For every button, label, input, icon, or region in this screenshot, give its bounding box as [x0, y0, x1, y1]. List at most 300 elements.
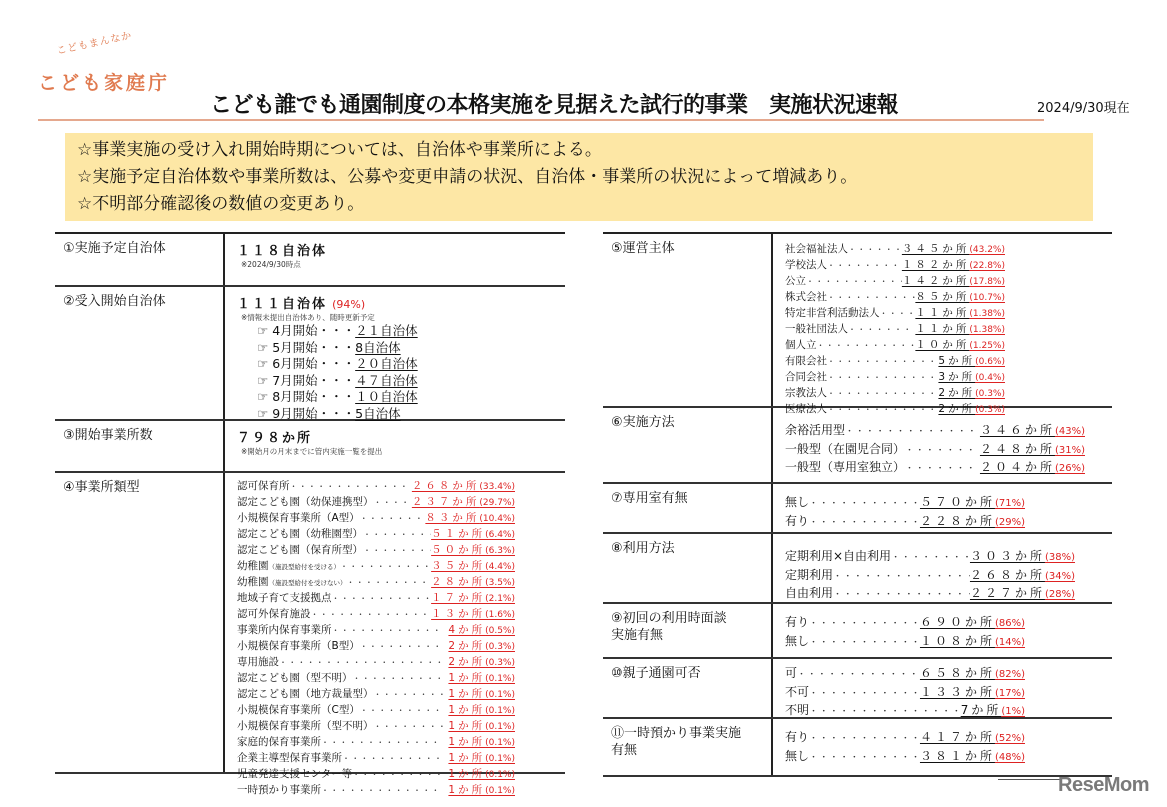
item-percent: (1.38%) — [969, 309, 1005, 319]
logo-tagline: こどもまんなか — [55, 30, 134, 57]
item-label: 医療法人 — [785, 403, 827, 415]
section-usage-method — [603, 534, 1112, 604]
item-value: ８５か所(10.7%) — [915, 291, 1005, 303]
item-label: 自由利用 — [785, 586, 834, 600]
leader-dots — [360, 511, 426, 526]
month-value: ２０自治体 — [355, 356, 418, 371]
notice-line: ☆事業実施の受け入れ開始時期については、自治体や事業所による。 — [77, 140, 602, 160]
list-item — [785, 614, 1025, 633]
section-started-municipalities — [55, 287, 565, 421]
item-value: １０か所(1.25%) — [915, 339, 1005, 351]
section-note: ※開始月の月末までに管内実施一覧を提出 — [241, 447, 383, 456]
leader-dots — [880, 306, 916, 321]
leader-dots — [352, 767, 443, 782]
item-percent: (82%) — [994, 669, 1025, 680]
list-item — [785, 548, 1075, 567]
section-body — [225, 421, 565, 471]
notice-box — [65, 133, 1093, 221]
item-value: 1か所(0.1%) — [448, 720, 515, 732]
section-body — [773, 408, 1112, 482]
leader-dots — [347, 575, 432, 590]
list-item — [785, 322, 1005, 338]
list-item — [237, 687, 515, 703]
leader-dots — [848, 242, 902, 257]
section-body — [773, 234, 1112, 415]
section-temporary-care — [603, 719, 1112, 777]
leader-dots — [360, 639, 443, 654]
item-percent: (0.1%) — [485, 754, 515, 764]
item-percent: (28%) — [1044, 589, 1075, 600]
item-value: ５０か所(6.3%) — [431, 544, 515, 556]
item-percent: (0.1%) — [485, 706, 515, 716]
item-percent: (52%) — [994, 733, 1025, 744]
item-value: 2か所(0.3%) — [938, 403, 1005, 415]
item-percent: (0.3%) — [975, 405, 1005, 415]
item-value: ３５か所(4.4%) — [431, 560, 515, 572]
section-label: ①実施予定自治体 — [55, 234, 225, 285]
list-item — [237, 639, 515, 655]
month-label: 9月開始・・・ — [272, 405, 356, 421]
month-item — [237, 373, 553, 390]
item-value: ２６８か所(33.4%) — [411, 480, 515, 492]
leader-dots — [809, 748, 920, 767]
item-value: ２２８か所(29%) — [919, 513, 1025, 528]
item-percent: (0.1%) — [485, 690, 515, 700]
item-label: 認定こども園（幼稚園型） — [237, 528, 363, 540]
item-label: 家庭的保育事業所 — [237, 736, 321, 748]
list-item — [237, 655, 515, 671]
section-label — [603, 604, 773, 657]
section-implementation-method — [603, 408, 1112, 484]
item-value: 1か所(0.1%) — [448, 688, 515, 700]
section-dedicated-room — [603, 484, 1112, 534]
list-item — [785, 748, 1025, 767]
section-value: １１８自治体 — [237, 244, 328, 259]
item-value: 1か所(0.1%) — [448, 752, 515, 764]
list-item — [785, 370, 1005, 386]
item-value: １１か所(1.38%) — [915, 323, 1005, 335]
list-item — [785, 729, 1025, 748]
item-value: １８２か所(22.8%) — [901, 259, 1005, 271]
list-item — [785, 665, 1025, 684]
section-body — [773, 719, 1112, 775]
item-label: 幼稚園（施設型給付を受ける） — [237, 560, 340, 572]
leader-dots — [827, 258, 902, 273]
item-label: 小規模保育事業所（C型） — [237, 704, 360, 716]
leader-dots — [827, 290, 915, 305]
item-value: ４１７か所(52%) — [919, 730, 1025, 744]
list-item — [785, 306, 1005, 322]
list-item — [785, 258, 1005, 274]
item-percent: (33.4%) — [479, 482, 515, 492]
item-label: 有り — [785, 513, 810, 528]
item-value: 1か所(0.1%) — [448, 672, 515, 684]
item-percent: (34%) — [1044, 570, 1075, 582]
item-label: 小規模保育事業所（A型） — [237, 512, 360, 524]
item-value: 1か所(0.1%) — [448, 736, 515, 748]
leader-dots — [340, 559, 431, 574]
item-label: 幼稚園（施設型給付を受けない） — [237, 576, 347, 588]
item-value: ５１か所(6.4%) — [431, 528, 515, 540]
leader-dots — [809, 633, 920, 652]
leader-dots — [279, 655, 443, 670]
section-note: ※情報未提出自治体あり、随時更新予定 — [241, 313, 375, 322]
leader-dots — [809, 684, 920, 703]
label-line: 有無 — [611, 743, 638, 758]
leader-dots — [809, 494, 920, 513]
item-value: １３か所(1.6%) — [431, 608, 515, 620]
list-item — [237, 703, 515, 719]
item-percent: (10.4%) — [479, 514, 515, 524]
leader-dots — [809, 513, 920, 532]
item-label: 社会福祉法人 — [785, 243, 848, 255]
leader-dots — [321, 735, 443, 750]
list-item — [785, 633, 1025, 652]
list-item — [785, 290, 1005, 306]
month-item — [237, 340, 553, 357]
item-value: ２０４か所(26%) — [979, 460, 1085, 474]
item-value: 2か所(0.3%) — [448, 640, 515, 652]
item-label: 合同会社 — [785, 371, 827, 383]
list-item — [785, 702, 1025, 721]
item-percent: (1.25%) — [969, 341, 1005, 351]
leader-dots — [363, 543, 431, 558]
item-value: ３８１か所(48%) — [919, 748, 1025, 763]
list-item — [237, 735, 515, 751]
item-value: １４２か所(17.8%) — [901, 275, 1005, 287]
item-percent: (86%) — [994, 618, 1025, 629]
item-value: ２３７か所(29.7%) — [411, 496, 515, 508]
section-note: ※2024/9/30時点 — [241, 260, 301, 269]
leader-dots — [817, 338, 916, 353]
item-value: 7か所(1%) — [960, 703, 1025, 717]
section-label: ②受入開始自治体 — [55, 287, 225, 419]
section-body — [225, 473, 565, 796]
leader-dots — [332, 591, 432, 606]
item-label: 無し — [785, 633, 810, 648]
list-item — [237, 719, 515, 735]
leader-dots — [809, 702, 961, 721]
item-sublabel: （施設型給付を受けない） — [268, 579, 347, 587]
month-value: ２１自治体 — [355, 323, 418, 338]
item-label: 宗教法人 — [785, 387, 827, 399]
item-percent: (10.7%) — [969, 293, 1005, 303]
leader-dots — [342, 751, 443, 766]
list-item — [237, 783, 515, 799]
list-item — [785, 338, 1005, 354]
list-item — [785, 585, 1075, 604]
label-line: ⑨初回の利用時面談 — [611, 611, 727, 626]
item-percent: (38%) — [1044, 552, 1075, 563]
section-label: ③開始事業所数 — [55, 421, 225, 471]
section-pct: (94%) — [332, 298, 366, 311]
item-sublabel: （施設型給付を受ける） — [268, 563, 340, 571]
leader-dots — [827, 386, 938, 401]
item-label: 事業所内保育事業所 — [237, 624, 332, 636]
list-item — [785, 274, 1005, 290]
item-label: 不可 — [785, 684, 810, 699]
item-value: 2か所(0.3%) — [448, 656, 515, 668]
item-percent: (17.8%) — [969, 277, 1005, 287]
list-item — [237, 575, 515, 591]
watermark-divider — [998, 779, 1060, 780]
item-percent: (17%) — [994, 687, 1025, 699]
item-value: ２６８か所(34%) — [969, 567, 1075, 582]
month-label: 7月開始・・・ — [272, 372, 356, 388]
section-body — [773, 659, 1112, 717]
item-label: 認定こども園（保育所型） — [237, 544, 363, 556]
section-label: ⑧利用方法 — [603, 534, 773, 602]
item-percent: (31%) — [1054, 444, 1085, 456]
item-value: ２４８か所(31%) — [979, 441, 1085, 456]
section-initial-interview — [603, 604, 1112, 659]
item-label: 学校法人 — [785, 259, 827, 271]
item-label: 特定非営利活動法人 — [785, 307, 880, 319]
item-label: 不明 — [785, 703, 810, 717]
section-label — [603, 719, 773, 775]
month-value: 5自治体 — [355, 405, 401, 421]
notice-line: ☆不明部分確認後の数値の変更あり。 — [77, 194, 365, 214]
item-percent: (43%) — [1054, 426, 1085, 437]
section-facility-types — [55, 473, 565, 796]
list-item — [785, 422, 1085, 441]
item-label: 企業主導型保育事業所 — [237, 752, 342, 764]
section-body — [773, 484, 1112, 532]
list-item — [785, 459, 1085, 478]
item-label: 認可保育所 — [237, 480, 290, 492]
section-label: ⑥実施方法 — [603, 408, 773, 482]
item-percent: (0.5%) — [485, 626, 515, 636]
item-percent: (71%) — [994, 498, 1025, 509]
item-label: 株式会社 — [785, 291, 827, 303]
leader-dots — [374, 719, 444, 734]
item-value: ３４６か所(43%) — [979, 423, 1085, 437]
list-item — [785, 494, 1025, 513]
label-line: 実施有無 — [611, 628, 664, 643]
leader-dots — [290, 479, 412, 494]
section-value: １１１自治体 — [237, 297, 328, 312]
leader-dots — [827, 370, 938, 385]
leader-dots — [833, 585, 970, 604]
list-item — [237, 767, 515, 783]
leader-dots — [845, 422, 980, 441]
section-label: ④事業所類型 — [55, 473, 225, 772]
notice-line: ☆実施予定自治体数や事業所数は、公募や変更申請の状況、自治体・事業所の状況によって増減あり。 — [77, 167, 858, 187]
list-item — [237, 511, 515, 527]
month-label: 6月開始・・・ — [272, 356, 356, 371]
item-percent: (0.1%) — [485, 674, 515, 684]
list-item — [785, 441, 1085, 460]
item-label: 定期利用×自由利用 — [785, 549, 892, 563]
list-item — [785, 513, 1025, 532]
month-item — [237, 389, 553, 406]
item-percent: (26%) — [1054, 463, 1085, 474]
section-value: ７９８か所 — [237, 431, 313, 446]
item-percent: (0.1%) — [485, 770, 515, 780]
item-label: 有限会社 — [785, 355, 827, 367]
leader-dots — [848, 322, 915, 337]
item-value: ３０３か所(38%) — [969, 549, 1075, 563]
list-item — [237, 607, 515, 623]
item-percent: (1.6%) — [485, 610, 515, 620]
list-item — [785, 354, 1005, 370]
leader-dots — [353, 671, 444, 686]
item-percent: (0.3%) — [485, 642, 515, 652]
item-value: 1か所(0.1%) — [448, 768, 515, 780]
section-parent-accompany — [603, 659, 1112, 719]
list-item — [237, 671, 515, 687]
item-value: 4か所(0.5%) — [448, 624, 515, 636]
leader-dots — [809, 729, 920, 748]
pointing-hand-icon: ☞ — [257, 339, 269, 355]
item-percent: (22.8%) — [969, 261, 1005, 271]
item-value: ２８か所(3.5%) — [431, 576, 515, 588]
item-percent: (1.38%) — [969, 325, 1005, 335]
item-label: 専用施設 — [237, 656, 279, 668]
list-item — [785, 567, 1075, 586]
list-item — [785, 242, 1005, 258]
item-label: 小規模保育事業所（型不明） — [237, 720, 374, 732]
leader-dots — [332, 623, 444, 638]
month-label: 5月開始・・・ — [272, 339, 356, 355]
list-item — [237, 527, 515, 543]
leader-dots — [311, 607, 432, 622]
item-percent: (48%) — [994, 751, 1025, 763]
section-label: ⑩親子通園可否 — [603, 659, 773, 717]
item-label: 無し — [785, 748, 810, 763]
leader-dots — [360, 703, 443, 718]
item-label: 認定こども園（地方裁量型） — [237, 688, 374, 700]
item-label: 一般型（専用室独立） — [785, 460, 906, 474]
item-percent: (3.5%) — [485, 578, 515, 588]
item-label: 有り — [785, 615, 810, 629]
leader-dots — [363, 527, 431, 542]
pointing-hand-icon: ☞ — [257, 372, 269, 388]
item-percent: (0.3%) — [975, 389, 1005, 399]
item-percent: (2.1%) — [485, 594, 515, 604]
item-label: 地域子育て支援拠点 — [237, 592, 332, 604]
right-table — [603, 232, 1112, 777]
month-value: ４７自治体 — [355, 372, 418, 388]
item-label: 認定こども園（型不明） — [237, 672, 353, 684]
item-value: 5か所(0.6%) — [938, 355, 1005, 367]
month-label: 8月開始・・・ — [272, 389, 356, 404]
item-percent: (29%) — [994, 516, 1025, 528]
section-body — [225, 287, 565, 419]
item-label: 余裕活用型 — [785, 423, 846, 437]
item-percent: (4.4%) — [485, 562, 515, 572]
item-percent: (6.4%) — [485, 530, 515, 540]
page-title: こども誰でも通園制度の本格実施を見据えた試行的事業 実施状況速報 — [210, 93, 899, 118]
item-value: １７か所(2.1%) — [431, 592, 515, 604]
item-label: 定期利用 — [785, 567, 834, 582]
item-label: 一時預かり事業所 — [237, 784, 321, 796]
section-label: ⑦専用室有無 — [603, 484, 773, 532]
item-label: 無し — [785, 495, 810, 509]
list-item — [785, 684, 1025, 703]
item-label: 一般社団法人 — [785, 323, 848, 335]
month-item — [237, 323, 553, 340]
section-started-facilities — [55, 421, 565, 473]
list-item — [237, 591, 515, 607]
leader-dots — [833, 567, 970, 586]
title-divider — [38, 119, 1044, 121]
list-item — [237, 751, 515, 767]
item-value: ３４５か所(43.2%) — [901, 243, 1005, 255]
item-percent: (0.3%) — [485, 658, 515, 668]
leader-dots — [891, 548, 970, 567]
item-value: １１か所(1.38%) — [915, 307, 1005, 319]
list-item — [237, 543, 515, 559]
item-percent: (29.7%) — [479, 498, 515, 508]
leader-dots — [797, 665, 920, 684]
item-value: 1か所(0.1%) — [448, 784, 515, 796]
month-label: 4月開始・・・ — [272, 323, 356, 338]
list-item — [237, 479, 515, 495]
item-label: 有り — [785, 730, 810, 744]
pointing-hand-icon: ☞ — [257, 356, 269, 371]
item-percent: (0.1%) — [485, 786, 515, 796]
label-line: ⑪一時預かり事業実施 — [611, 726, 742, 741]
logo-name: こども家庭庁 — [38, 72, 171, 94]
item-label: 一般型（在園児合同） — [785, 441, 906, 456]
item-label: 児童発達支援センター等 — [237, 768, 353, 780]
as-of-date: 2024/9/30現在 — [1037, 101, 1130, 116]
leader-dots — [321, 783, 443, 798]
item-value: ８３か所(10.4%) — [425, 512, 515, 524]
item-percent: (0.1%) — [485, 738, 515, 748]
leader-dots — [374, 687, 444, 702]
section-operators — [603, 234, 1112, 415]
item-percent: (0.4%) — [975, 373, 1005, 383]
item-percent: (14%) — [994, 636, 1025, 648]
item-value: 1か所(0.1%) — [448, 704, 515, 716]
item-value: １０８か所(14%) — [919, 633, 1025, 648]
resemom-watermark: ReseMom — [1058, 774, 1149, 796]
month-item — [237, 356, 553, 373]
item-label: 公立 — [785, 275, 806, 287]
item-value: ２２７か所(28%) — [969, 586, 1075, 600]
item-label: 個人立 — [785, 339, 817, 351]
leader-dots — [806, 274, 902, 289]
list-item — [237, 495, 515, 511]
item-percent: (0.6%) — [975, 357, 1005, 367]
item-percent: (6.3%) — [485, 546, 515, 556]
item-value: 2か所(0.3%) — [938, 387, 1005, 399]
list-item — [785, 386, 1005, 402]
list-item — [237, 559, 515, 575]
leader-dots — [809, 614, 920, 633]
section-label: ⑤運営主体 — [603, 234, 773, 406]
list-item — [237, 623, 515, 639]
item-label: 認可外保育施設 — [237, 608, 311, 620]
leader-dots — [905, 459, 980, 478]
item-label: 認定こども園（幼保連携型） — [237, 496, 374, 508]
left-table — [55, 232, 565, 796]
item-label: 小規模保育事業所（B型） — [237, 640, 360, 652]
item-percent: (0.1%) — [485, 722, 515, 732]
item-value: 3か所(0.4%) — [938, 371, 1005, 383]
month-value: 8自治体 — [355, 339, 401, 355]
section-body — [773, 604, 1112, 657]
item-value: ５７０か所(71%) — [919, 495, 1025, 509]
item-percent: (43.2%) — [969, 245, 1005, 255]
section-body — [225, 234, 565, 285]
leader-dots — [827, 354, 938, 369]
item-value: ６９０か所(86%) — [919, 615, 1025, 629]
pointing-hand-icon: ☞ — [257, 389, 269, 404]
item-value: １３３か所(17%) — [919, 684, 1025, 699]
